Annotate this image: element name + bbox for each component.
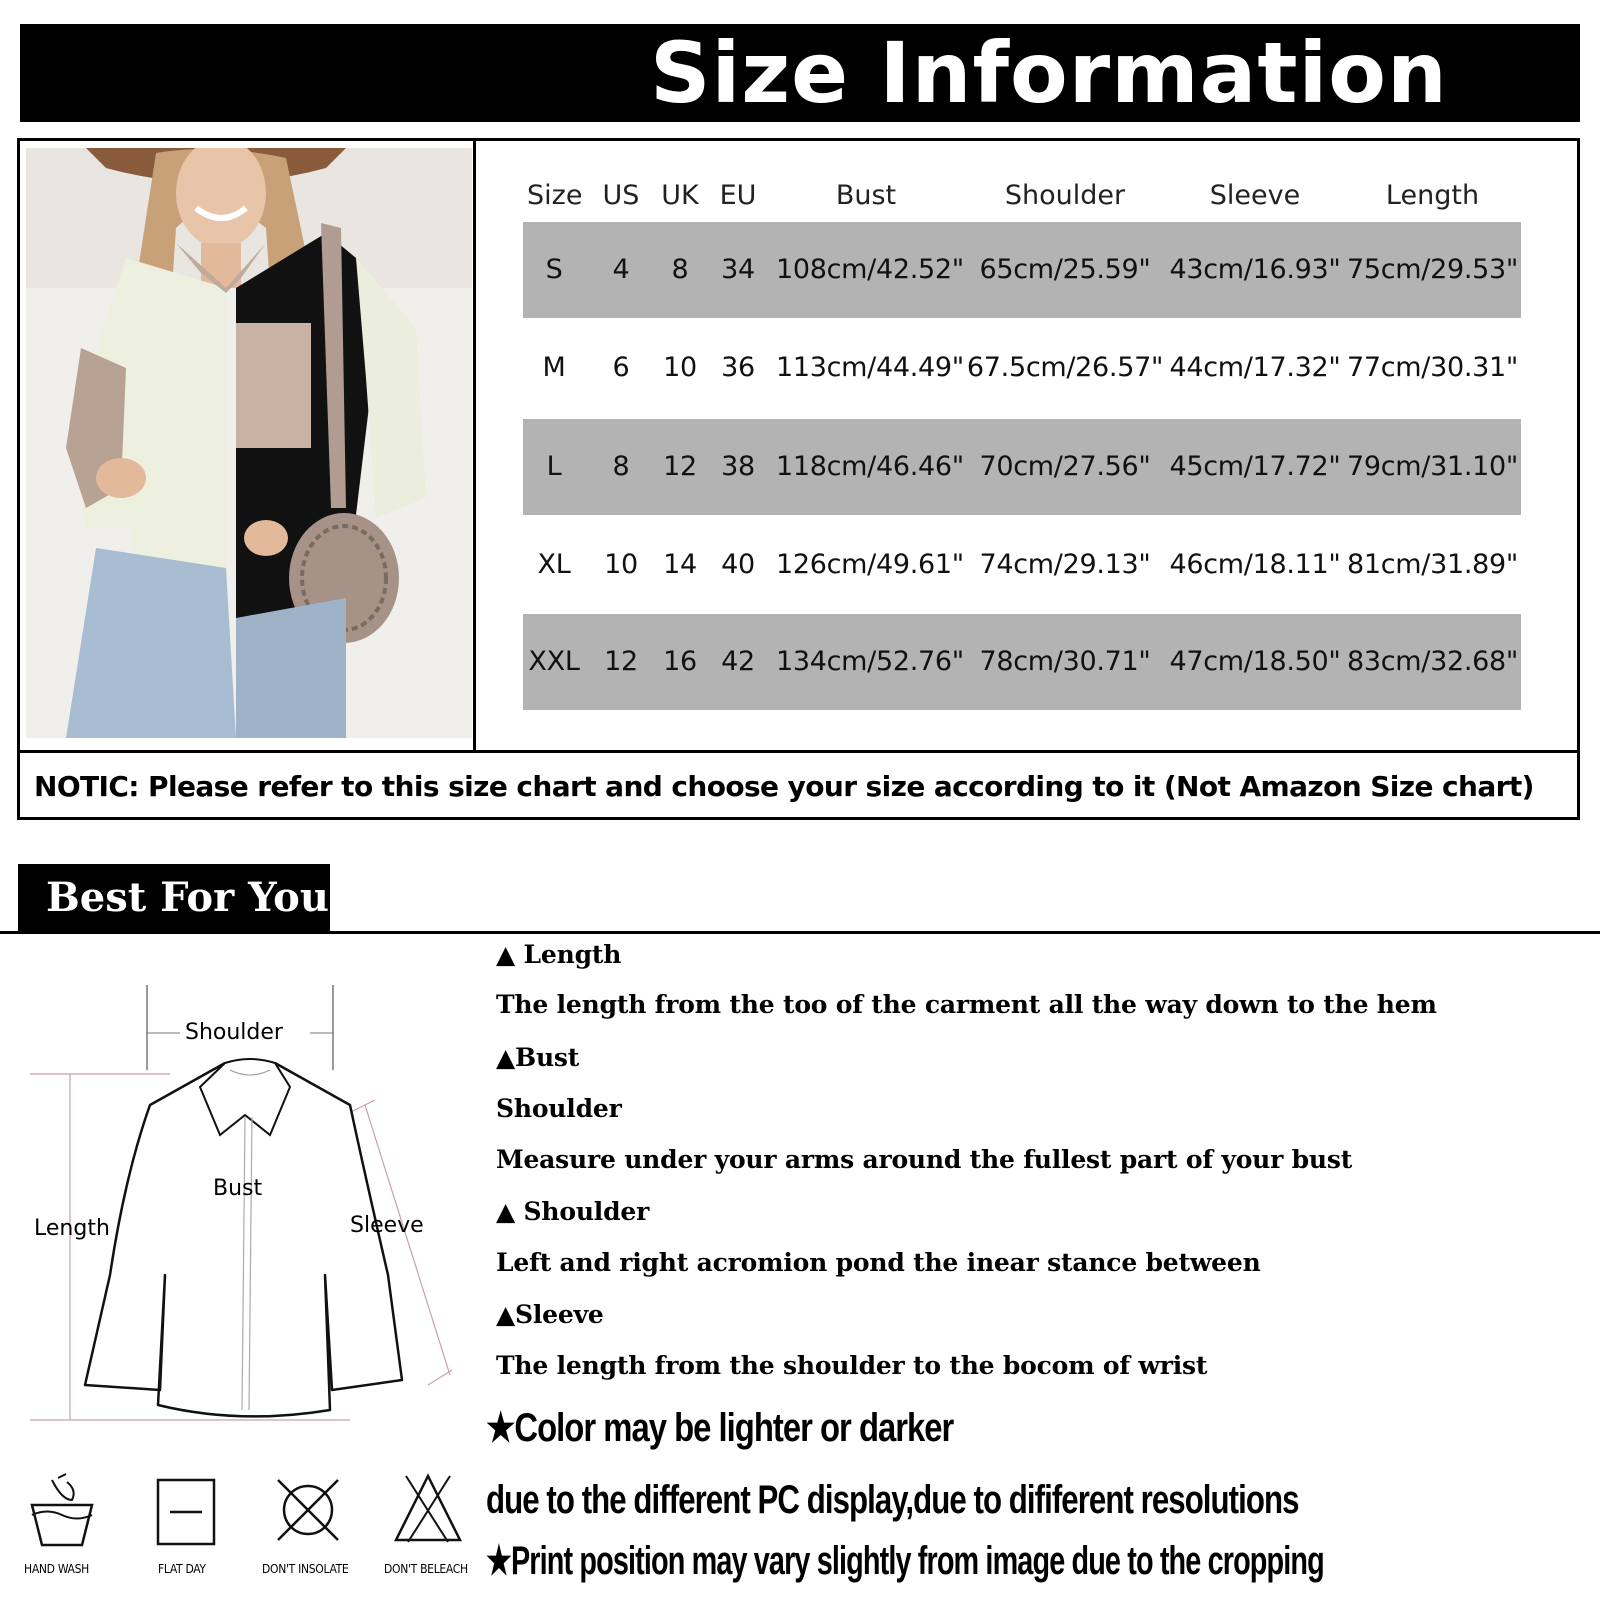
garment-measurement-diagram	[20, 975, 460, 1435]
column-header-shoulder: Shoulder	[1004, 180, 1126, 211]
display-note: due to the different PC display,due to dififerent resolutions	[486, 1478, 1299, 1522]
cell-eu: 42	[721, 646, 755, 677]
table-row	[523, 614, 1521, 710]
bust-description: Measure under your arms around the fullest part of your bust	[496, 1145, 1353, 1174]
care-label: DON'T INSOLATE	[262, 1562, 349, 1576]
shoulder-heading: ▲ Shoulder	[496, 1197, 650, 1226]
cell-us: 12	[604, 646, 638, 677]
frame-divider	[17, 750, 1580, 753]
cell-bust: 118cm/46.46"	[776, 451, 964, 482]
table-row	[523, 419, 1521, 515]
model-photo	[26, 148, 472, 738]
cell-length: 77cm/30.31"	[1346, 352, 1518, 383]
bust-label: Bust	[213, 1176, 263, 1201]
cell-sleeve: 45cm/17.72"	[1169, 451, 1341, 482]
section-divider	[0, 931, 1600, 934]
cell-length: 81cm/31.89"	[1346, 549, 1518, 580]
cell-shoulder: 78cm/30.71"	[979, 646, 1151, 677]
bust-heading: ▲Bust	[496, 1043, 580, 1072]
cell-eu: 38	[721, 451, 755, 482]
cell-sleeve: 43cm/16.93"	[1169, 254, 1341, 285]
cell-bust: 108cm/42.52"	[776, 254, 964, 285]
cell-bust: 113cm/44.49"	[776, 352, 964, 383]
cell-eu: 34	[721, 254, 755, 285]
cell-size: XL	[537, 549, 571, 580]
cell-sleeve: 46cm/18.11"	[1169, 549, 1341, 580]
cell-us: 4	[612, 254, 630, 285]
care-label: FLAT DAY	[158, 1562, 206, 1576]
cell-uk: 14	[663, 549, 697, 580]
do-not-bleach-icon	[388, 1470, 468, 1550]
cell-shoulder: 67.5cm/26.57"	[966, 352, 1164, 383]
cell-sleeve: 47cm/18.50"	[1169, 646, 1341, 677]
cell-length: 83cm/32.68"	[1346, 646, 1518, 677]
cell-shoulder: 74cm/29.13"	[979, 549, 1151, 580]
column-header-sleeve: Sleeve	[1209, 180, 1301, 211]
cell-us: 10	[604, 549, 638, 580]
do-not-tumble-icon	[268, 1470, 348, 1550]
cell-shoulder: 70cm/27.56"	[979, 451, 1151, 482]
shoulder-description: Left and right acromion pond the inear stance between	[496, 1248, 1261, 1277]
cell-us: 8	[612, 451, 630, 482]
sleeve-description: The length from the shoulder to the bocom of wrist	[496, 1351, 1208, 1380]
column-header-uk: UK	[661, 180, 699, 211]
cell-size: L	[546, 451, 562, 482]
print-position-note: ★Print position may vary slightly from image due to the cropping	[486, 1539, 1324, 1583]
table-row	[523, 222, 1521, 318]
cell-uk: 10	[663, 352, 697, 383]
table-row	[523, 320, 1521, 416]
column-header-length: Length	[1385, 180, 1480, 211]
cell-size: XXL	[528, 646, 580, 677]
bust-subheading: Shoulder	[496, 1094, 622, 1123]
cell-bust: 126cm/49.61"	[776, 549, 964, 580]
sleeve-label: Sleeve	[350, 1213, 424, 1238]
cell-uk: 12	[663, 451, 697, 482]
frame-divider	[473, 138, 476, 752]
page-title: Size Information	[650, 24, 1448, 122]
size-chart-notice: NOTIC: Please refer to this size chart and choose your size according to it (Not Amazon Size chart)	[34, 770, 1534, 803]
shirt-outline-icon	[20, 975, 460, 1435]
care-label: HAND WASH	[24, 1562, 89, 1576]
cell-eu: 36	[721, 352, 755, 383]
length-label: Length	[34, 1216, 110, 1241]
cell-us: 6	[612, 352, 630, 383]
cell-uk: 16	[663, 646, 697, 677]
column-header-bust: Bust	[835, 180, 897, 211]
shoulder-label: Shoulder	[185, 1020, 283, 1045]
sleeve-heading: ▲Sleeve	[496, 1300, 604, 1329]
cell-shoulder: 65cm/25.59"	[979, 254, 1151, 285]
cell-size: M	[542, 352, 566, 383]
cell-size: S	[545, 254, 563, 285]
cell-length: 79cm/31.10"	[1346, 451, 1518, 482]
cell-eu: 40	[721, 549, 755, 580]
cell-sleeve: 44cm/17.32"	[1169, 352, 1341, 383]
color-note: ★Color may be lighter or darker	[486, 1406, 954, 1450]
column-header-us: US	[602, 180, 640, 211]
care-label: DON'T BELEACH	[384, 1562, 468, 1576]
column-header-size: Size	[527, 180, 583, 211]
flat-dry-icon	[146, 1470, 226, 1550]
model-illustration	[26, 148, 472, 738]
table-row	[523, 517, 1521, 613]
hand-wash-icon	[22, 1470, 102, 1550]
cell-uk: 8	[671, 254, 689, 285]
cell-length: 75cm/29.53"	[1346, 254, 1518, 285]
length-heading: ▲ Length	[496, 940, 622, 969]
cell-bust: 134cm/52.76"	[776, 646, 964, 677]
length-description: The length from the too of the carment all the way down to the hem	[496, 990, 1437, 1019]
best-for-you-label: Best For You	[46, 874, 329, 921]
column-header-eu: EU	[719, 180, 757, 211]
